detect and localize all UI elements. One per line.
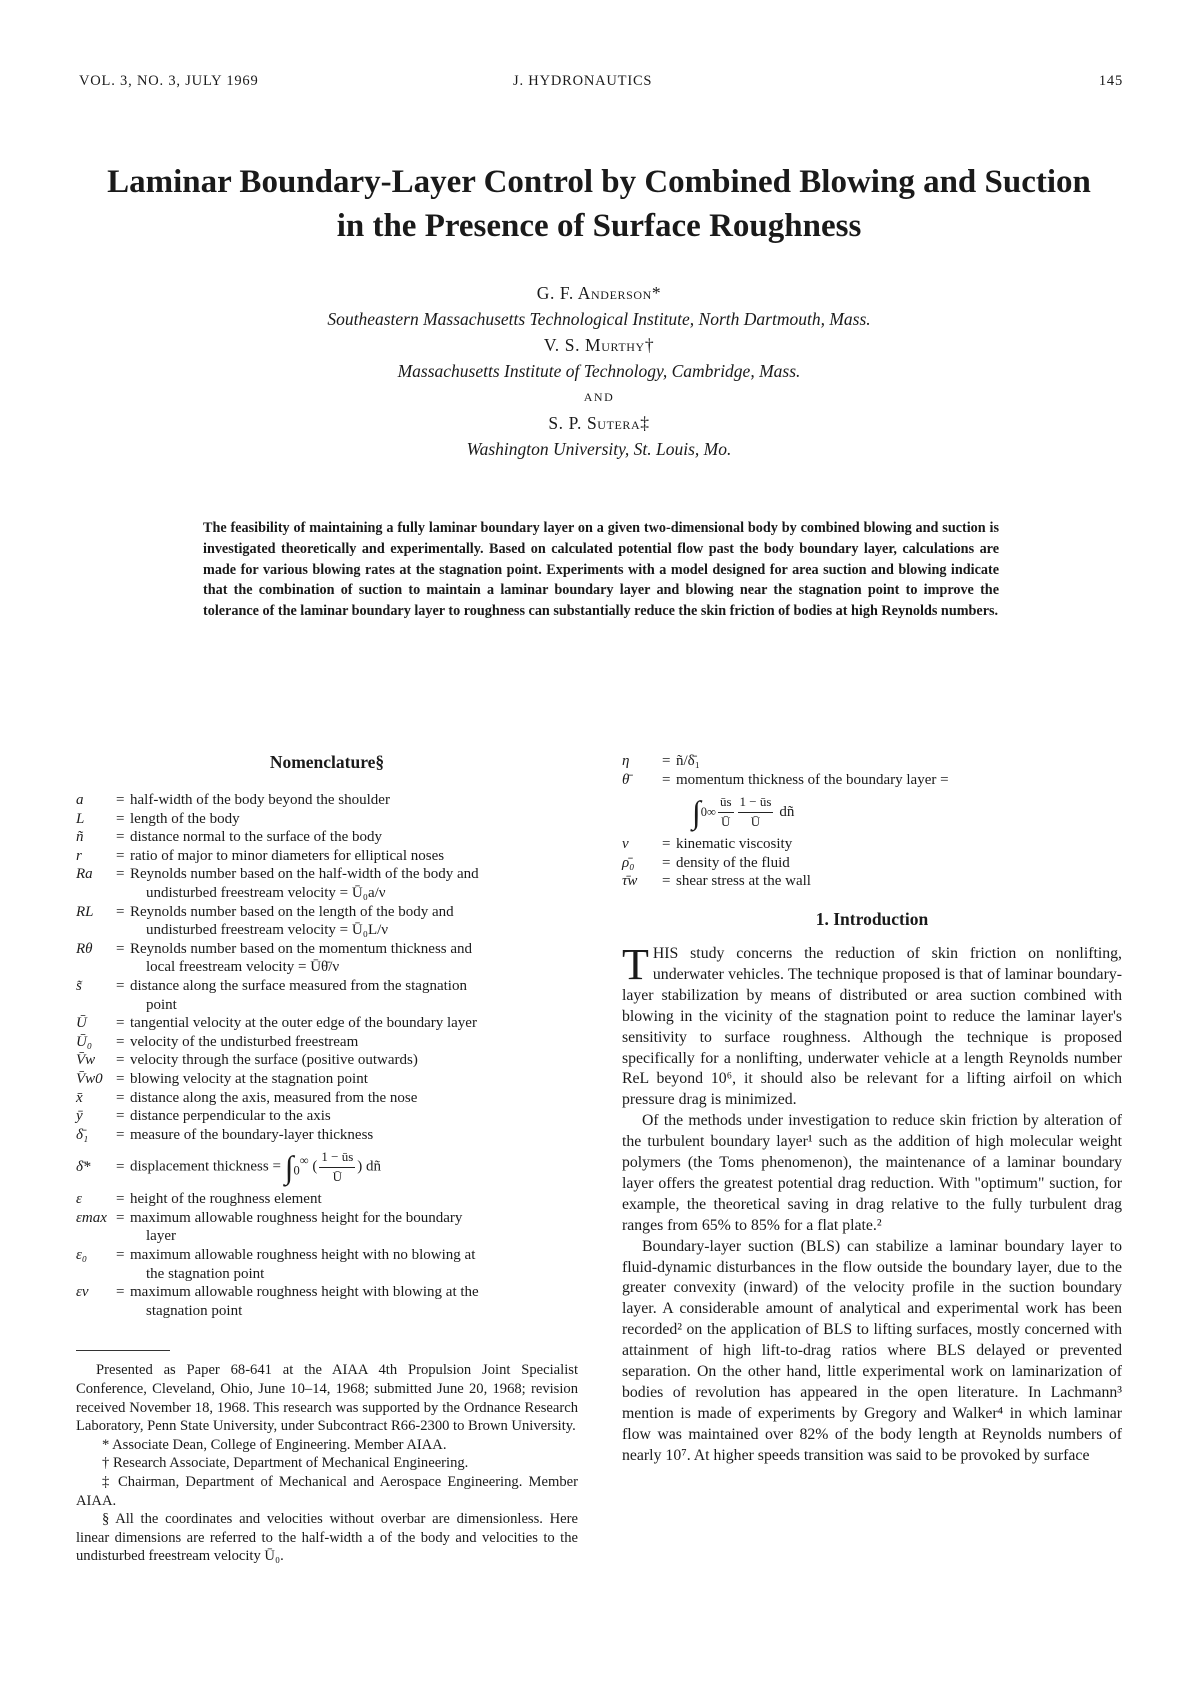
nomenclature-item: η = ñ/δ̄₁ [622, 752, 1122, 771]
nom-symbol: Ū₀ [76, 1033, 93, 1050]
fraction: $\frac{1 - ūs}{Ū}$ [321, 1149, 354, 1184]
author-affiliation: Washington University, St. Louis, Mo. [466, 439, 732, 459]
nomenclature-heading: Nomenclature§ [269, 752, 385, 772]
nom-symbol: L [76, 810, 85, 827]
nom-definition: height of the roughness element [130, 1191, 322, 1208]
nom-definition-continued: point [146, 996, 177, 1013]
nom-definition: tangential velocity at the outer edge of the boundary layer [130, 1015, 477, 1032]
nomenclature-item: εv = maximum allowable roughness height with blowing at the stagnation point [76, 1283, 578, 1320]
footnote: Presented as Paper 68-641 at the AIAA 4th Propulsion Joint Specialist Conference, Cleveland, Ohio, June 10–14, 1968; submitted June 20, 1968; revision received November 18, 1968. This research was supported by the Ordnance Research Laboratory, Penn State University, under Subcontract R66-2300 to Brown University. [76, 1362, 578, 1435]
integral-lower: 0 [293, 1163, 300, 1178]
and-separator: AND [583, 390, 615, 404]
nom-definition: distance normal to the surface of the body [130, 829, 382, 846]
footnote: § All the coordinates and velocities without overbar are dimensionless. Here linear dimensions are referred to the half-width a of the body and velocities to the undisturbed freestream velocity Ū₀. [76, 1511, 578, 1565]
footnotes [76, 1361, 578, 1566]
nomenclature-item: Ū₀ = velocity of the undisturbed freestream [76, 1033, 359, 1050]
paragraph: THIS study concerns the reduction of skin friction on nonlifting, underwater vehicles. The technique proposed is that of laminar boundary-layer stabilization by means of distributed or area suction combined with blowing in the vicinity of the stagnation point to reduce the laminar layer's sensitivity to surface roughness. Although the technique is proposed specifically for a nonlifting, underwater vehicle at a length Reynolds number ReL beyond 10⁶, it should also be relevant for a lifting airfoil on which pressure drag is minimized. [622, 939, 1122, 1109]
nom-definition-continued: undisturbed freestream velocity = Ū₀a/ν [146, 884, 386, 901]
nom-definition: maximum allowable roughness height with blowing at the [130, 1284, 479, 1301]
nom-symbol: RL [76, 903, 94, 920]
nom-symbol: x̄ [76, 1089, 83, 1106]
author-block [60, 280, 1138, 462]
nom-definition: velocity through the surface (positive outwards) [130, 1052, 418, 1069]
nom-definition: half-width of the body beyond the shoulder [130, 792, 390, 808]
nom-symbol: s̃ [76, 977, 82, 994]
nomenclature-item: ε = height of the roughness element [76, 1191, 322, 1208]
differential: dñ [366, 1158, 382, 1175]
author-affiliation: Southeastern Massachusetts Technological Institute, North Dartmouth, Mass. [327, 309, 871, 329]
nom-definition: kinematic viscosity [676, 836, 793, 853]
nom-symbol: Ra [76, 866, 93, 883]
footnote-divider [76, 1350, 170, 1351]
nom-definition-continued: the stagnation point [146, 1265, 265, 1282]
nom-symbol: ν [622, 836, 629, 853]
nom-definition: ñ/δ̄₁ [676, 753, 700, 769]
nom-symbol: ε₀ [76, 1247, 88, 1264]
nom-symbol: V̄w [76, 1052, 96, 1069]
nom-symbol: r [76, 847, 82, 864]
nomenclature-item: r = ratio of major to minor diameters for elliptical noses [76, 847, 445, 864]
footnote: ‡ Chairman, Department of Mechanical and Aerospace Engineering. Member AIAA. [76, 1474, 578, 1509]
nom-symbol: η [622, 753, 630, 769]
fraction: $\frac{1 - ūs}{Ū}$ [739, 794, 772, 829]
nom-definition: ratio of major to minor diameters for elliptical noses [130, 847, 445, 864]
nom-definition: Reynolds number based on the half-width of the body and [130, 866, 479, 883]
nomenclature-item: ν = kinematic viscosity [622, 835, 1122, 854]
abstract: The feasibility of maintaining a fully laminar boundary layer on a given two-dimensional body by combined blowing and suction is investigated theoretically and experimentally. Based on calculated potential flow past the body boundary layer, calculations are made for various blowing rates at the stagnation point. Experiments with a model designed for area suction and blowing indicate that the combination of suction to maintain a laminar boundary layer and blowing near the stagnation point to improve the tolerance of the laminar boundary layer to roughness can substantially reduce the skin friction of bodies at high Reynolds numbers. [203, 520, 999, 620]
nom-definition: maximum allowable roughness height with no blowing at [130, 1247, 476, 1264]
integral-sign: ∫ [284, 1149, 294, 1186]
nomenclature-item: s̃ = distance along the surface measured from the stagnation point [76, 977, 578, 1014]
right-column [622, 752, 1122, 1467]
nomenclature-item: Ra = Reynolds number based on the half-width of the body and undisturbed freestream velocity = Ū₀a/ν [76, 865, 578, 902]
nomenclature-list [76, 1190, 578, 1320]
nom-symbol: δ̄* [76, 1158, 91, 1175]
page-number: 145 [1098, 73, 1123, 89]
nom-symbol: a [76, 792, 84, 808]
nom-definition: distance perpendicular to the axis [130, 1108, 331, 1125]
nom-definition: shear stress at the wall [676, 873, 811, 890]
author-name: V. S. Murthy† [543, 335, 655, 355]
nom-symbol: Rθ [76, 940, 93, 957]
nom-definition: momentum thickness of the boundary layer = [676, 771, 949, 788]
drop-cap: T [622, 939, 649, 989]
nom-definition-continued: undisturbed freestream velocity = Ū₀L/ν [146, 922, 389, 939]
integral-upper: ∞ [299, 1153, 309, 1168]
nom-symbol: θ̄ [622, 771, 630, 788]
nom-definition: measure of the boundary-layer thickness [130, 1126, 374, 1143]
nom-definition: length of the body [130, 810, 240, 827]
journal-name: J. HYDRONAUTICS [513, 73, 653, 89]
nomenclature-item: RL = Reynolds number based on the length of the body and undisturbed freestream velocity = Ū₀L/ν [76, 903, 578, 940]
nom-definition: distance along the axis, measured from the nose [130, 1089, 418, 1106]
nom-definition: maximum allowable roughness height for the boundary [130, 1209, 463, 1226]
nom-definition: velocity of the undisturbed freestream [130, 1033, 359, 1050]
nom-definition-continued: local freestream velocity = Ūθ̄/ν [146, 959, 340, 976]
section-heading: 1. Introduction [815, 908, 929, 929]
paper-title [60, 160, 1138, 248]
author-name: S. P. Sutera‡ [548, 413, 650, 433]
footnote: * Associate Dean, College of Engineering. Member AIAA. [102, 1436, 447, 1453]
nom-symbol: V̄w0 [76, 1070, 103, 1087]
nomenclature-item: L = length of the body [76, 810, 240, 827]
nom-symbol: Ū [76, 1015, 87, 1032]
nomenclature-item: εmax = maximum allowable roughness height for the boundary layer [76, 1209, 578, 1246]
nomenclature-list [76, 791, 578, 1144]
integral-sign: ∫ [692, 794, 701, 831]
nom-symbol: ρ̄₀ [622, 854, 635, 871]
author-name: G. F. Anderson* [536, 283, 662, 303]
fraction: $\frac{ūs}{Ū}$ [719, 794, 732, 829]
nom-symbol: δ̄₁ [76, 1126, 89, 1143]
left-column [76, 752, 578, 1566]
nom-symbol: εv [76, 1284, 89, 1301]
nom-definition: displacement thickness = [130, 1158, 281, 1175]
momentum-integral: ∫ 0 ∞ $\frac{ūs}{Ū}$ $\frac{1 - ūs}{Ū}$ dñ [692, 794, 795, 831]
nomenclature-item: Rθ = Reynolds number based on the momentum thickness and local freestream velocity = Ūθ̄/ν [76, 940, 578, 977]
nom-definition: Reynolds number based on the length of the body and [130, 903, 454, 920]
nomenclature-item: V̄w = velocity through the surface (positive outwards) [76, 1052, 418, 1069]
nom-definition: distance along the surface measured from the stagnation [130, 977, 467, 994]
nomenclature-item: ñ = distance normal to the surface of the body [76, 829, 382, 846]
nomenclature-item: ρ̄₀ = density of the fluid [622, 854, 1122, 873]
nom-symbol: ȳ [76, 1108, 83, 1125]
paragraph: Of the methods under investigation to reduce skin friction by alteration of the turbulent boundary layer¹ such as the addition of high molecular weight polymers (the Toms phenomenon), the maintenance of a laminar boundary layer offers the greatest potential drag reduction. With "optimum" suction, for example, the theoretical saving in drag relative to the fully turbulent drag ranges from 65% to 85% for a flat plate.² [622, 1112, 1122, 1234]
nomenclature-item: Ū = tangential velocity at the outer edge of the boundary layer [76, 1015, 477, 1032]
differential: dñ [779, 803, 795, 820]
volume-info: VOL. 3, NO. 3, JULY 1969 [79, 73, 259, 89]
nom-definition: Reynolds number based on the momentum thickness and [130, 940, 473, 957]
nom-symbol: ε [76, 1191, 82, 1208]
nom-symbol: τ̄w [622, 873, 638, 890]
nom-definition: density of the fluid [676, 854, 790, 871]
nomenclature-item: δ̄₁ = measure of the boundary-layer thickness [76, 1126, 374, 1143]
nomenclature-displacement: δ̄* = displacement thickness = $\int_0^\infty$ ( $\frac{1 - ūs}{Ū}$ ) dñ [76, 1149, 382, 1186]
nomenclature-item: V̄w0 = blowing velocity at the stagnation point [76, 1070, 368, 1087]
nomenclature-item: θ̄ = momentum thickness of the boundary layer = [622, 771, 1122, 790]
paragraph: Boundary-layer suction (BLS) can stabilize a laminar boundary layer to fluid-dynamic disturbances in the flow outside the boundary layer, due to the greater convexity (inward) of the velocity profile in the suction boundary layer. A considerable amount of analytical and experimental work has been recorded² on the application of BLS to lifting surfaces, mostly concerned with attainment of high lift-to-drag ratios where BLS delayed or prevented separation. On the other hand, little experimental work on laminarization of bodies of revolution has appeared in the open literature. In Lachmann³ mention is made of experiments by Gregory and Walker⁴ in which laminar flow was maintained over 82% of the body length at Reynolds numbers of nearly 10⁷. At higher speeds transition was said to be provoked by surface [622, 1237, 1122, 1464]
nom-symbol: εmax [76, 1209, 107, 1226]
title-line-2: in the Presence of Surface Roughness [336, 208, 862, 244]
nomenclature-item: ȳ = distance perpendicular to the axis [76, 1108, 331, 1125]
nomenclature-item: a = half-width of the body beyond the shoulder [76, 792, 390, 808]
nom-definition-continued: layer [146, 1228, 176, 1245]
nomenclature-item: ε₀ = maximum allowable roughness height with no blowing at the stagnation point [76, 1246, 578, 1283]
author-affiliation: Massachusetts Institute of Technology, Cambridge, Mass. [397, 361, 801, 381]
nom-definition: blowing velocity at the stagnation point [130, 1070, 368, 1087]
nom-definition-continued: stagnation point [146, 1302, 243, 1319]
introduction-text [622, 939, 1122, 1467]
title-line-1: Laminar Boundary-Layer Control by Combined Blowing and Suction [107, 164, 1091, 200]
nomenclature-item: x̄ = distance along the axis, measured from the nose [76, 1089, 418, 1106]
footnote: † Research Associate, Department of Mechanical Engineering. [102, 1455, 469, 1472]
nomenclature-item: τ̄w = shear stress at the wall [622, 872, 1122, 891]
running-header [79, 73, 1123, 93]
nom-symbol: ñ [76, 829, 84, 846]
